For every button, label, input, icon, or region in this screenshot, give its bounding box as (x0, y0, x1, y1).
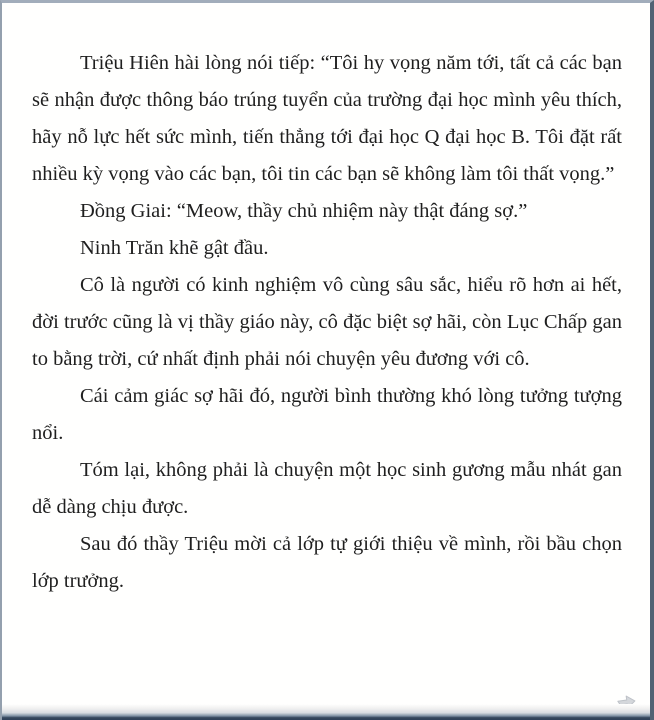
paragraph: Ninh Trăn khẽ gật đầu. (80, 237, 269, 259)
paragraph: Cô là người có kinh nghiệm vô cùng sâu sắc, hiểu rõ hơn ai hết, đời trước cũng là vị thầy giáo này, cô đặc biệt sợ hãi, còn Lục Chấp gan to bằng trời, cứ nhất định phải nói chuyện yêu đương với cô. (32, 274, 622, 370)
paragraph: Tóm lại, không phải là chuyện một học sinh gương mẫu nhát gan dễ dàng chịu được. (32, 459, 622, 518)
page-bottom-edge (2, 704, 650, 720)
paragraph: Sau đó thầy Triệu mời cả lớp tự giới thiệu về mình, rồi bầu chọn lớp trưởng. (32, 533, 622, 592)
paragraph: Đồng Giai: “Meow, thầy chủ nhiệm này thật đáng sợ.” (80, 200, 528, 222)
paragraph: Cái cảm giác sợ hãi đó, người bình thường khó lòng tưởng tượng nổi. (32, 385, 622, 444)
paragraph: Triệu Hiên hài lòng nói tiếp: “Tôi hy vọng năm tới, tất cả các bạn sẽ nhận được thông báo trúng tuyển của trường đại học mình yêu thích, hãy nỗ lực hết sức mình, tiến thẳng tới đại học Q đại học B. Tôi đặt rất nhiều kỳ vọng vào các bạn, tôi tin các bạn sẽ không làm tôi thất vọng.” (32, 52, 622, 185)
page-text-content (32, 45, 622, 600)
